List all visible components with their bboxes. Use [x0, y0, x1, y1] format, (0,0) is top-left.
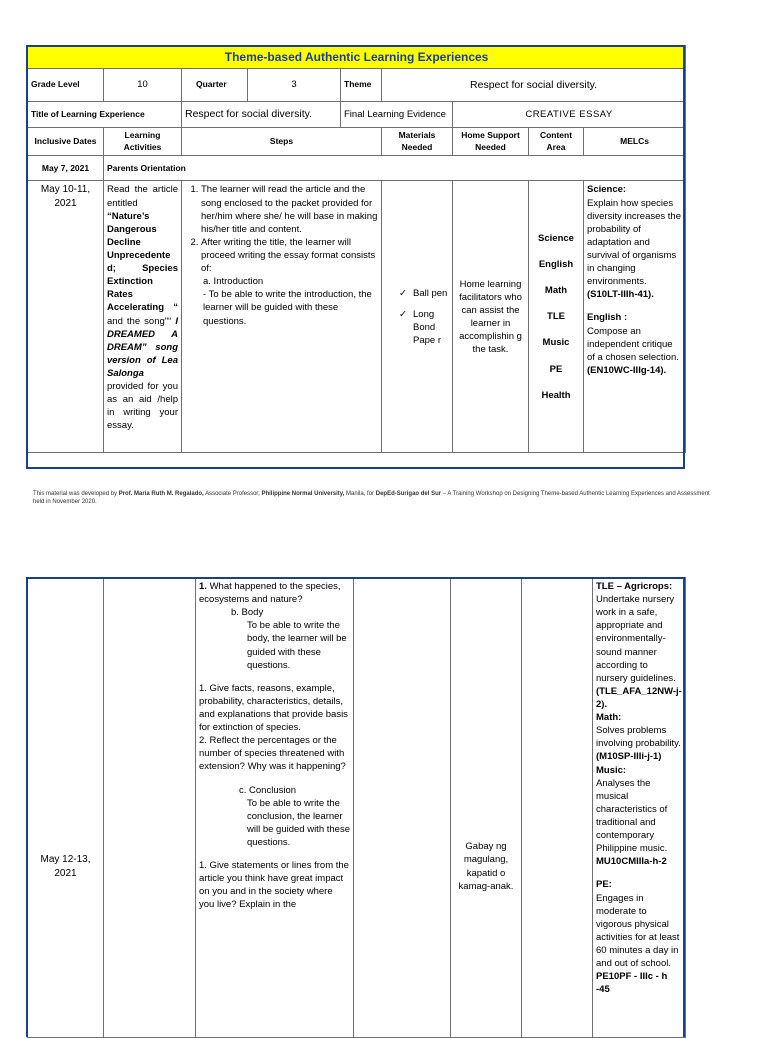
material-item: ✓ Long Bond Pape r	[399, 308, 449, 347]
footer-author: Prof. Maria Ruth M. Regalado,	[118, 491, 204, 497]
footer-text: – A Training Workshop on Designing Theme-based Authentic Learning Experiences and Assessment held in November 2020.	[33, 491, 710, 506]
melc-math: Solves problems involving probability.	[596, 725, 681, 750]
header-activities: Learning Activities	[104, 128, 182, 156]
learning-experience-table	[27, 45, 686, 453]
melc-english-code: (EN10WC-IIIg-14).	[587, 364, 667, 376]
evidence-value: CREATIVE ESSAY	[453, 102, 686, 128]
melc-english: Compose an independent critique of a chosen selection.	[587, 325, 679, 363]
row1-steps	[182, 181, 382, 453]
title-label: Title of Learning Experience	[28, 102, 182, 128]
row2-content-areas	[522, 578, 593, 1038]
step-1: 1. The learner will read the article and the song enclosed to the packet provided for her/him where she/ he will base in making his/her title and content.	[201, 183, 378, 235]
header-content-area: Content Area	[529, 128, 584, 156]
question-number: 1.	[199, 581, 207, 592]
step-question: 1. Give facts, reasons, example, probability, characteristics, details, and explanations that provide basis for extinction of species.	[199, 682, 348, 734]
row1-melcs	[584, 181, 686, 453]
melc-pe: Engages in moderate to vigorous physical activities for at least 60 minutes a day in and out of school.	[596, 892, 680, 970]
activity-text: Read the article entitled	[107, 184, 178, 209]
melc-english-label: English :	[587, 312, 628, 324]
melc-music: Analyses the musical characteristics of traditional and contemporary Philippine music.	[596, 777, 668, 855]
orientation-date: May 7, 2021	[28, 156, 104, 181]
material-item: ✓ Ball pen	[399, 287, 449, 300]
melc-tle-code: (TLE_AFA_12NW-j-2).	[596, 685, 682, 710]
row1-home-support: Home learning facilitators who can assist the learner in accomplishin g the task.	[453, 181, 529, 453]
footer-university: Philippine Normal University,	[261, 491, 345, 497]
footer-text: This material was developed by	[33, 491, 118, 497]
quarter-value: 3	[248, 69, 341, 102]
row1-content-areas	[529, 181, 584, 453]
activity-text-mid: and the song"“	[107, 315, 172, 327]
step-conclusion-desc: To be able to write the conclusion, the learner will be guided with these questions.	[247, 797, 350, 848]
melc-pe-code: PE10PF - IIIc - h -45	[596, 971, 668, 996]
grade-level-label: Grade Level	[28, 69, 104, 102]
melc-science: Explain how species diversity increases the probability of adaptation and survival of organisms in changing environments.	[587, 197, 681, 288]
row2-activity	[104, 578, 196, 1038]
row1-materials	[382, 181, 453, 453]
melc-tle: Undertake nursery work in a safe, appropriate and environmentally-sound manner according to nursery guidelines.	[596, 594, 676, 684]
content-area-item: Health	[541, 389, 571, 401]
content-area-item: Science	[538, 233, 574, 245]
step-introduction-desc: - To be able to write the introduction, the learner will be guided with these questions.	[203, 289, 372, 327]
row2-materials	[354, 578, 451, 1038]
row2-date: May 12-13, 2021	[28, 578, 104, 1038]
header-steps: Steps	[182, 128, 382, 156]
orientation-activity: Parents Orientation	[104, 156, 686, 181]
melc-science-label: Science:	[587, 184, 627, 196]
theme-value: Respect for social diversity.	[382, 69, 686, 102]
content-area-item: English	[538, 259, 574, 271]
header-materials: Materials Needed	[382, 128, 453, 156]
melc-tle-label: TLE – Agricrops:	[596, 581, 673, 592]
header-melcs: MELCs	[584, 128, 686, 156]
song-title: I DREAMED A DREAM” song version of Lea Salonga	[107, 315, 178, 379]
footer-text: Associate Professor,	[205, 491, 260, 497]
step-question: What happened to the species, ecosystems and nature?	[199, 581, 341, 606]
footer-text: Manila, for	[346, 491, 375, 497]
step-body: b. Body	[231, 607, 264, 619]
row2-melcs	[593, 578, 686, 1038]
row1-activity	[104, 181, 182, 453]
step-question: 2. Reflect the percentages or the number of species threatened with extension? Why was it happening?	[199, 735, 346, 773]
melc-music-label: Music:	[596, 764, 627, 776]
content-area-item: TLE	[547, 311, 565, 323]
step-introduction: a. Introduction	[203, 276, 264, 288]
step-conclusion: c. Conclusion	[239, 784, 297, 796]
title-value: Respect for social diversity.	[182, 102, 341, 128]
melc-pe-label: PE:	[596, 879, 612, 891]
melc-math-code: (M10SP-IIIi-j-1)	[596, 751, 662, 763]
melc-science-code: (S10LT-IIIh-41).	[587, 289, 654, 301]
grade-level-value: 10	[104, 69, 182, 102]
step-body-desc: To be able to write the body, the learner will be guided with these questions.	[247, 620, 347, 671]
melc-music-code: MU10CMIIIa-h-2	[596, 856, 667, 868]
row1-date: May 10-11, 2021	[28, 181, 104, 453]
footer-credit	[33, 490, 713, 507]
header-home-support: Home Support Needed	[453, 128, 529, 156]
theme-label: Theme	[341, 69, 382, 102]
activity-text-post: provided for you as an aid /help in writing your essay.	[107, 381, 178, 432]
header-dates: Inclusive Dates	[28, 128, 104, 156]
step-2: 2. After writing the title, the learner will proceed writing the essay format consists of:	[201, 236, 378, 275]
row2-steps	[196, 578, 354, 1038]
row2-home-support: Gabay ng magulang, kapatid o kamag-anak.	[451, 578, 522, 1038]
footer-organization: DepEd-Surigao del Sur	[375, 491, 442, 497]
learning-experience-table-continued	[27, 577, 686, 1038]
evidence-label: Final Learning Evidence	[341, 102, 453, 128]
content-area-item: Music	[542, 337, 570, 349]
quarter-label: Quarter	[182, 69, 248, 102]
step-question: 1. Give statements or lines from the article you think have great impact on you and in the society where you live? Explain in the	[199, 860, 349, 911]
article-title: “Nature’s Dangerous Decline Unprecedente d; Species Extinction Rates Accelerating “	[107, 210, 178, 314]
content-area-item: PE	[549, 363, 563, 375]
melc-math-label: Math:	[596, 712, 622, 724]
table-title: Theme-based Authentic Learning Experiences	[28, 46, 686, 69]
content-area-item: Math	[544, 285, 568, 297]
